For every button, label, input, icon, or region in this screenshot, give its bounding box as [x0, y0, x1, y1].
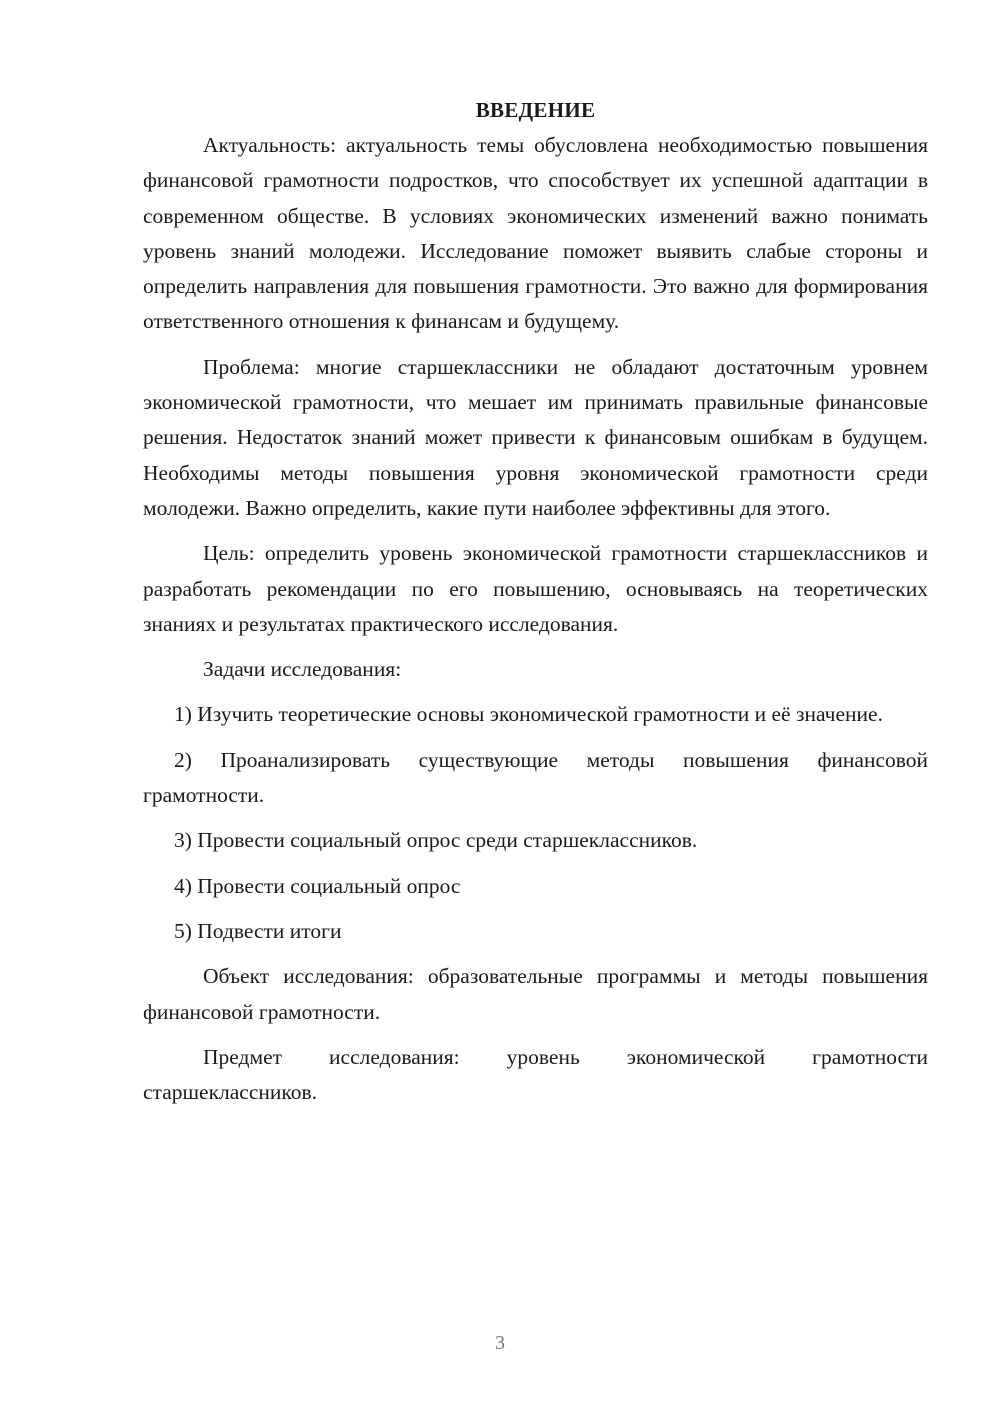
- problem-paragraph: Проблема: многие старшеклассники не обладают достаточным уровнем экономической грамотности, что мешает им принимать правильные финансовые решения. Недостаток знаний может привести к финансовым ошибкам в будущем. Необходимы методы повышения уровня экономической грамотности среди молодежи. Важно определить, какие пути наиболее эффективны для этого.: [143, 354, 928, 520]
- page-heading: ВВЕДЕНИЕ: [475, 98, 596, 122]
- task-item: 3) Провести социальный опрос среди старшеклассников.: [174, 828, 698, 853]
- goal-paragraph: Цель: определить уровень экономической грамотности старшеклассников и разработать рекомендации по его повышению, основываясь на теоретических знаниях и результатах практического исследования.: [143, 541, 928, 636]
- page-number: 3: [495, 1332, 505, 1354]
- relevance-paragraph: Актуальность: актуальность темы обусловлена необходимостью повышения финансовой грамотности подростков, что способствует их успешной адаптации в современном обществе. В условиях экономических изменений важно понимать уровень знаний молодежи. Исследование поможет выявить слабые стороны и определить направления для повышения грамотности. Это важно для формирования ответственного отношения к финансам и будущему.: [143, 133, 928, 334]
- task-item: 4) Провести социальный опрос: [174, 873, 461, 898]
- tasks-title: Задачи исследования:: [203, 657, 402, 682]
- task-item: 1) Изучить теоретические основы экономической грамотности и её значение.: [174, 702, 883, 727]
- task-item: 2) Проанализировать существующие методы повышения финансовой грамотности.: [143, 747, 928, 808]
- subject-paragraph: Предмет исследования: уровень экономической грамотности старшеклассников.: [143, 1044, 928, 1105]
- task-item: 5) Подвести итоги: [174, 918, 342, 943]
- object-paragraph: Объект исследования: образовательные программы и методы повышения финансовой грамотности.: [143, 964, 928, 1024]
- page-content: [143, 92, 928, 1110]
